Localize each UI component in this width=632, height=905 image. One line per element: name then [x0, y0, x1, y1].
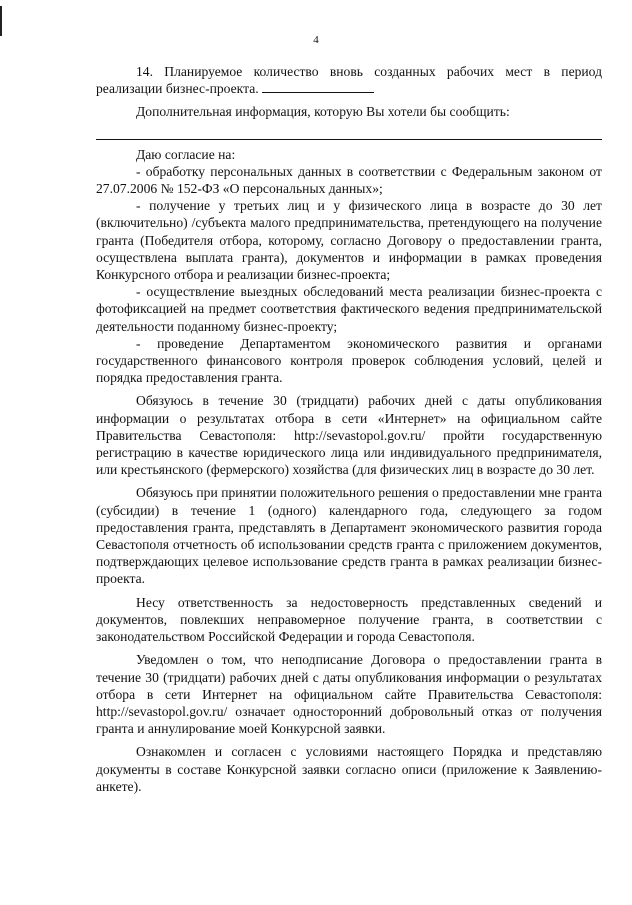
obligation-reporting-paragraph: Обязуюсь при принятии положительного решения о предоставлении мне гранта (субсидии) в течение 1 (одного) календарного года, следующего за годом предоставления гранта, представлять в Департамент экономического развития города Севастополя отчетность об использовании средств гранта с приложением документов, подтверждающих целевое использование средств гранта в рамках реализации бизнес-проекта. — [96, 485, 602, 587]
scan-edge-mark — [0, 6, 2, 36]
consent-item: - обработку персональных данных в соответствии с Федеральным законом от 27.07.2006 № 152-ФЗ «О персональных данных»; — [96, 163, 602, 197]
acknowledgement-paragraph: Ознакомлен и согласен с условиями настоящего Порядка и представляю документы в составе Конкурсной заявки согласно описи (приложение к Заявлению-анкете). — [96, 744, 602, 794]
consent-item: - осуществление выездных обследований места реализации бизнес-проекта с фотофиксацией на предмет соответствия фактического ведения предпринимательской деятельности поданному бизнес-проекту; — [96, 284, 602, 334]
consent-item: - проведение Департаментом экономического развития и органами государственного финансового контроля проверок соблюдения условий, целей и порядка предоставления гранта. — [96, 335, 602, 386]
item-14-paragraph — [96, 63, 602, 97]
additional-info-blank-line — [96, 123, 602, 140]
item-14-text: 14. Планируемое количество вновь созданных рабочих мест в период реализации бизнес-проекта. — [96, 64, 602, 97]
consent-item: - получение у третьих лиц и у физического лица в возрасте до 30 лет (включительно) /субъекта малого предпринимательства, претендующего на получение гранта (Победителя отбора, которому, согласно Договору о предоставлении гранта, осуществлена выплата гранта), документов и информации в рамках проведения Конкурсного отбора и реализации бизнес-проекта; — [96, 198, 602, 283]
additional-info-label: Дополнительная информация, которую Вы хотели бы сообщить: — [136, 104, 510, 120]
item-14-blank-line — [262, 80, 374, 93]
notification-paragraph: Уведомлен о том, что неподписание Договора о предоставлении гранта в течение 30 (тридцати) рабочих дней с даты опубликования информации о результатах отбора в сети Интернет на официальном сайте Правительства Севастополя: http://sevastopol.gov.ru/ означает односторонний добровольный отказ от получения гранта и аннулирование моей Конкурсной заявки. — [96, 652, 602, 737]
consent-heading: Даю согласие на: — [136, 146, 236, 162]
obligation-registration-paragraph: Обязуюсь в течение 30 (тридцати) рабочих дней с даты опубликования информации о результатах отбора в сети «Интернет» на официальном сайте Правительства Севастополя: http://sevastopol.gov.ru/ пройти государственную регистрацию в качестве юридического лица или индивидуального предпринимателя, или крестьянского (фермерского) хозяйства (для физических лиц в возрасте до 30 лет. — [96, 393, 602, 478]
responsibility-paragraph: Несу ответственность за недостоверность представленных сведений и документов, повлекших неправомерное получение гранта, в соответствии с законодательством Российской Федерации и города Севастополя. — [96, 594, 602, 645]
document-body — [96, 63, 602, 795]
page-number: 4 — [313, 34, 319, 46]
